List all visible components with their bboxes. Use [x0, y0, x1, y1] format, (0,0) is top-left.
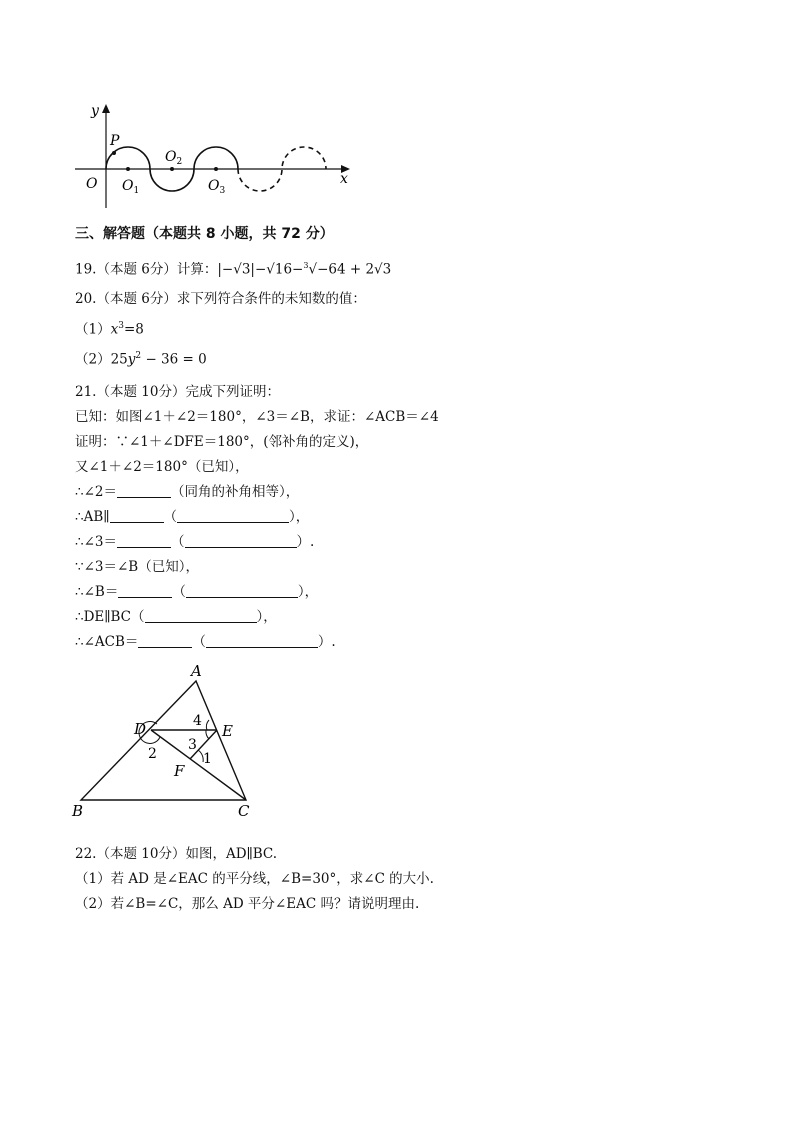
- label-origin: O: [86, 176, 98, 192]
- q21-proof-9: ∴∠ACB＝ （ ）.: [75, 634, 336, 650]
- point-o1: [126, 167, 130, 171]
- q21-proof-5: ∴∠3＝ （ ）.: [75, 534, 315, 550]
- label-f: F: [174, 762, 185, 780]
- q21-proof-4: ∴AB∥ （ ），: [75, 509, 310, 525]
- point-p: [112, 151, 116, 155]
- angle-label-2: 2: [148, 746, 157, 762]
- q20-part1: $(1)x^3=8$: [75, 321, 144, 338]
- wave-figure: [70, 98, 360, 213]
- label-p: P: [110, 133, 120, 149]
- q21-proof-8: ∴DE∥BC（ ），: [75, 609, 277, 625]
- q21-proof-7: ∴∠B＝ （ ），: [75, 584, 319, 600]
- label-e: E: [222, 722, 233, 740]
- reason-blank[interactable]: [145, 608, 257, 623]
- answer-blank[interactable]: [117, 483, 171, 498]
- answer-blank[interactable]: [110, 508, 164, 523]
- q21-given: 已知：如图∠1＋∠2＝180°，∠3＝∠B，求证：∠ACB＝∠4: [75, 409, 439, 425]
- q21-proof-6: ∵∠3＝∠B（已知），: [75, 559, 199, 575]
- label-y: y: [91, 103, 99, 119]
- label-o3: $O_3$: [208, 178, 226, 196]
- reason-blank[interactable]: [186, 583, 298, 598]
- q21-proof-2: 又∠1＋∠2＝180°（已知），: [75, 459, 249, 475]
- label-o1: $O_1$: [122, 178, 140, 196]
- reason-blank[interactable]: [185, 533, 297, 548]
- label-c: C: [238, 802, 250, 820]
- point-o3: [214, 167, 218, 171]
- question-20: 20.（本题 6分）求下列符合条件的未知数的值：: [75, 291, 366, 307]
- question-19: [75, 257, 391, 279]
- answer-blank[interactable]: [118, 583, 172, 598]
- label-d: D: [134, 720, 147, 738]
- q19-root-index: 3: [303, 261, 309, 270]
- point-o2: [170, 167, 174, 171]
- reason-blank[interactable]: [177, 508, 289, 523]
- q19-expr-b: √−64 + 2√3: [308, 261, 392, 278]
- answer-blank[interactable]: [138, 633, 192, 648]
- q21-proof-1: 证明：∵∠1＋∠DFE＝180°，(邻补角的定义)，: [75, 434, 369, 450]
- reason-blank[interactable]: [206, 633, 318, 648]
- question-22: 22.（本题 10分）如图，AD∥BC.: [75, 846, 278, 862]
- angle-label-3: 3: [188, 737, 197, 753]
- q22-part2: （2）若∠B=∠C，那么 AD 平分∠EAC 吗？请说明理由.: [75, 896, 420, 912]
- angle-label-4: 4: [193, 713, 202, 729]
- angle-label-1: 1: [203, 751, 212, 767]
- label-a: A: [191, 664, 202, 680]
- question-21: 21.（本题 10分）完成下列证明：: [75, 384, 280, 400]
- q19-prefix: 19.（本题 6分）计算：: [75, 261, 218, 278]
- y-axis-arrow: [102, 104, 110, 113]
- q19-expr-a: |−√3|−√16−: [217, 261, 304, 278]
- label-o2: $O_2$: [165, 149, 183, 167]
- section-heading: 三、解答题（本题共 8 小题，共 72 分）: [75, 226, 334, 242]
- angle-arc-4: [206, 720, 209, 730]
- label-x: x: [340, 171, 348, 187]
- q20-part2: $(2)25y^2 - 36 = 0$: [75, 351, 207, 368]
- angle-arc-3: [206, 730, 209, 739]
- q21-proof-3: ∴∠2＝ （同角的补角相等），: [75, 484, 300, 500]
- answer-blank[interactable]: [117, 533, 171, 548]
- triangle-figure: [66, 664, 276, 824]
- label-b: B: [72, 802, 84, 820]
- q22-part1: （1）若 AD 是∠EAC 的平分线，∠B=30°，求∠C 的大小.: [75, 871, 434, 887]
